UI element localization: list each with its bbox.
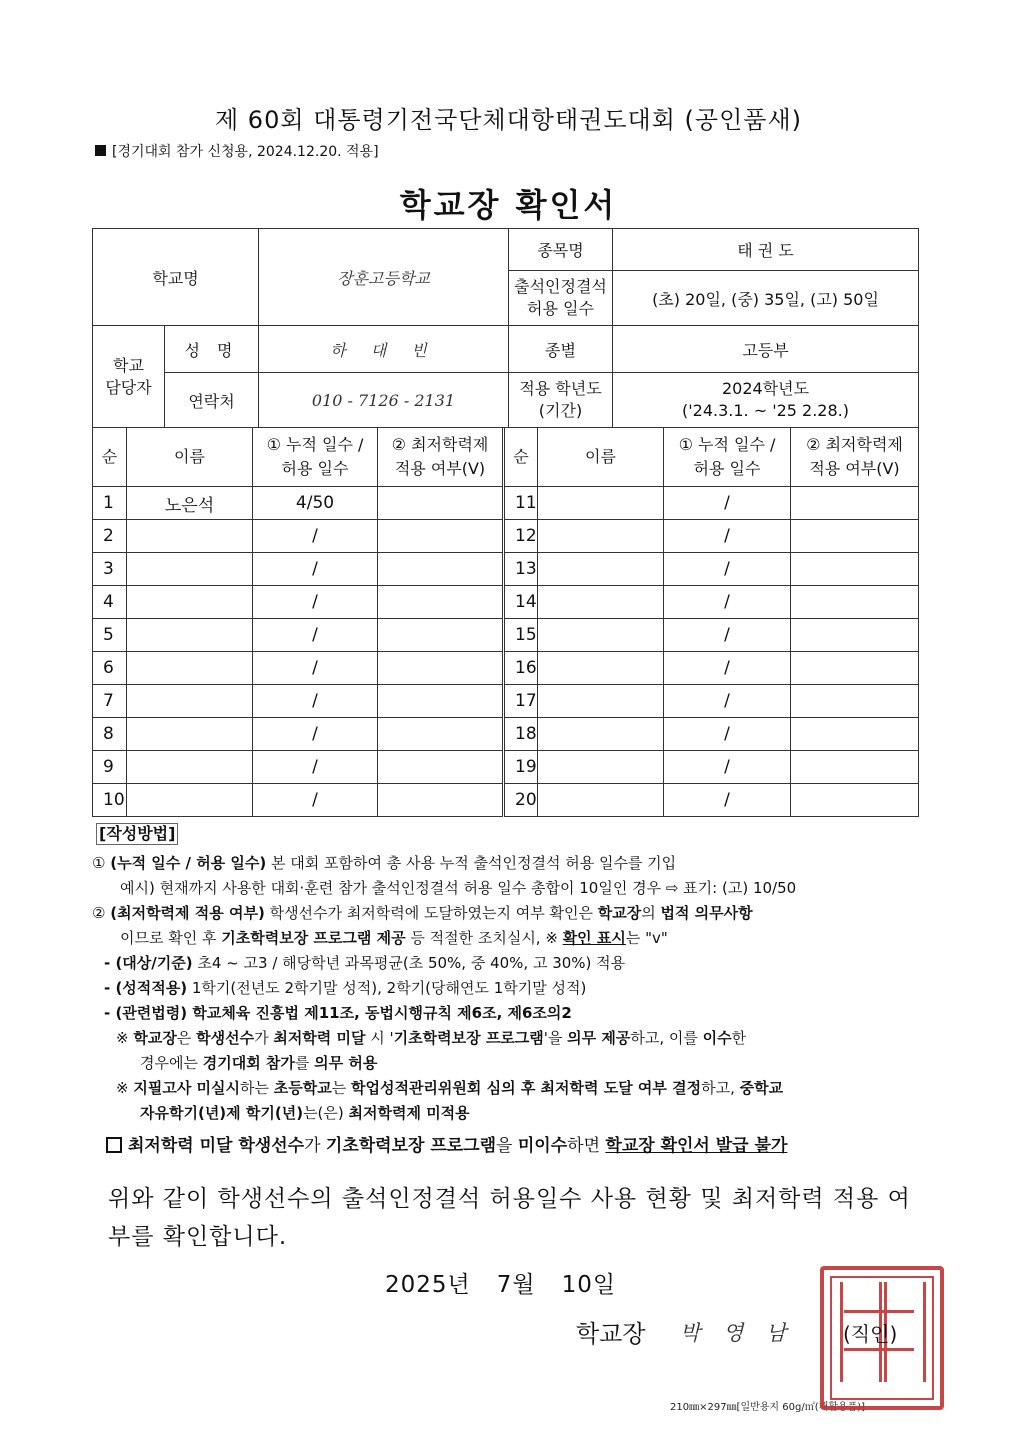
detail-grades (92, 976, 922, 1001)
min-achievement-check (378, 586, 504, 619)
instruction-2-bold-b: 학교장 (597, 904, 642, 922)
min-achievement-check (791, 520, 919, 553)
row-number: 13 (504, 553, 538, 586)
absence-days: / (253, 553, 378, 586)
date-year: 2025년 (385, 1272, 471, 1298)
min-achievement-check (791, 553, 919, 586)
final-b1: 최저학력 미달 학생선수 (128, 1136, 305, 1156)
row-number: 9 (93, 751, 127, 784)
instruction-1-example: 예시) 현재까지 사용한 대회·훈련 참가 출석인정결석 허용 일수 총합이 10일인 경우 ⇨ 표기: (고) 10/50 (120, 879, 797, 897)
note-1-l2-b: 경기대회 참가 (202, 1054, 295, 1072)
student-name (538, 751, 664, 784)
instruction-1-title: (누적 일수 / 허용 일수) (110, 854, 267, 872)
school-value: 장훈고등학교 (259, 229, 509, 326)
absence-days: / (664, 586, 791, 619)
min-achievement-check (791, 784, 919, 817)
checkbox-bullet-icon (106, 1137, 122, 1153)
year-label-line1: 적용 학년도 (519, 379, 602, 398)
col-min-header-right (791, 428, 919, 487)
final-t1: 가 (304, 1136, 326, 1156)
year-value-line1: 2024학년도 (721, 379, 810, 398)
col-min-header (378, 428, 504, 487)
col-days-line1-right: ① 누적 일수 / (678, 435, 776, 454)
note-2-b2: 초등학교 (273, 1079, 332, 1097)
student-name (127, 718, 253, 751)
row-number: 15 (504, 619, 538, 652)
col-no-header: 순 (93, 428, 127, 487)
col-no-header-right: 순 (504, 428, 538, 487)
instruction-2-text-c: 의 (641, 904, 661, 922)
min-achievement-check (791, 619, 919, 652)
student-name (127, 553, 253, 586)
table-row (93, 685, 919, 718)
competition-title: 제 60회 대통령기전국단체대항태권도대회 (공인품새) (214, 106, 802, 134)
col-days-line2: 허용 일수 (281, 459, 349, 478)
confirmation-date (385, 1266, 642, 1299)
note-1-line2 (92, 1051, 922, 1076)
staff-label-line1: 학교 (113, 355, 144, 375)
absence-label-line2: 허용 일수 (527, 299, 594, 318)
min-achievement-check (791, 751, 919, 784)
note-1-b6: 이수 (702, 1029, 732, 1047)
student-name (538, 784, 664, 817)
absence-days: / (664, 619, 791, 652)
note-2-b3: 학업성적관리위원회 심의 후 최저학력 도달 여부 결정 (350, 1079, 702, 1097)
contact-label: 연락처 (165, 373, 259, 428)
student-name (538, 586, 664, 619)
row-number: 5 (93, 619, 127, 652)
confirmation-statement: 위와 같이 학생선수의 출석인정결석 허용일수 사용 현황 및 최저학력 적용 여부를 확인합니다. (108, 1186, 911, 1250)
absence-value: (초) 20일, (중) 35일, (고) 50일 (613, 271, 919, 326)
student-name (538, 520, 664, 553)
row-number: 16 (504, 652, 538, 685)
absence-days: / (253, 586, 378, 619)
note-2-t2: 는 (331, 1079, 351, 1097)
detail-target-label: - (대상/기준) (104, 954, 193, 972)
absence-days: / (253, 784, 378, 817)
circled-2-marker: ② (92, 904, 106, 922)
note-2-t1: 하는 (240, 1079, 274, 1097)
min-achievement-check (378, 718, 504, 751)
instruction-1-text: 본 대회 포함하여 총 사용 누적 출석인정결석 허용 일수를 기입 (266, 854, 677, 872)
instruction-2-line2-a: 이므로 확인 후 (120, 929, 222, 947)
row-number: 20 (504, 784, 538, 817)
division-label: 종별 (509, 326, 613, 373)
detail-target (92, 951, 922, 976)
instruction-2-line2-underline: 확인 표시 (562, 929, 626, 947)
note-1-t3: 시 ' (365, 1029, 394, 1047)
table-row (93, 520, 919, 553)
row-number: 2 (93, 520, 127, 553)
paper-spec: 210㎜×297㎜[일반용지 60g/㎡(재활용품)] (670, 1402, 866, 1413)
student-name (538, 619, 664, 652)
absence-days: / (253, 520, 378, 553)
form-subtitle (95, 141, 379, 161)
division-value: 고등부 (613, 326, 919, 373)
final-warning (92, 1134, 922, 1159)
event-label: 종목명 (509, 229, 613, 271)
table-row (93, 784, 919, 817)
instruction-2-line2-b: 등 적절한 조치실시, ※ (405, 929, 563, 947)
col-name-header-right: 이름 (538, 428, 664, 487)
absence-days: 4/50 (253, 487, 378, 520)
min-achievement-check (791, 586, 919, 619)
instruction-2 (92, 901, 922, 926)
col-days-line1: ① 누적 일수 / (266, 435, 364, 454)
col-days-line2-right: 허용 일수 (693, 459, 761, 478)
detail-law: - (관련법령) 학교체육 진흥법 제11조, 동법시행규칙 제6조, 제6조의2 (104, 1004, 572, 1022)
student-name (538, 553, 664, 586)
col-min-line1: ② 최저학력제 (391, 435, 489, 454)
student-name (538, 652, 664, 685)
row-number: 18 (504, 718, 538, 751)
note-2 (92, 1076, 922, 1101)
note-1-t4: '을 (543, 1029, 568, 1047)
note-2-line2 (92, 1101, 922, 1126)
table-row (93, 751, 919, 784)
table-row (93, 487, 919, 520)
min-achievement-check (791, 652, 919, 685)
note-1-l2-t: 경우에는 (140, 1054, 203, 1072)
col-days-header-right (664, 428, 791, 487)
instruction-2-title: (최저학력제 적용 여부) (110, 904, 265, 922)
absence-days: / (664, 685, 791, 718)
name-label: 성 명 (165, 326, 259, 373)
note-2-mark: ※ (116, 1079, 134, 1097)
absence-days: / (664, 652, 791, 685)
subtitle-text: [경기대회 참가 신청용, 2024.12.20. 적용] (112, 144, 379, 160)
row-number: 12 (504, 520, 538, 553)
principal-signature: 박 영 남 (680, 1321, 795, 1345)
square-bullet-icon (95, 145, 106, 156)
instruction-2-line2 (92, 926, 922, 951)
absence-days: / (664, 718, 791, 751)
min-achievement-check (791, 487, 919, 520)
absence-days: / (253, 751, 378, 784)
note-2-l2-b: 자유학기(년)제 학기(년) (140, 1104, 304, 1122)
note-2-l2-b2: 최저학력제 미적용 (348, 1104, 470, 1122)
min-achievement-check (378, 652, 504, 685)
student-name (538, 718, 664, 751)
note-1-b5: 의무 제공 (567, 1029, 631, 1047)
min-achievement-check (378, 553, 504, 586)
student-name (127, 685, 253, 718)
col-days-header (253, 428, 378, 487)
year-value (613, 373, 919, 428)
instructions-section (92, 822, 922, 1159)
contact-value: 010 - 7126 - 2131 (259, 373, 509, 428)
staff-name-value: 하 대 빈 (259, 326, 509, 373)
note-1-b3: 최저학력 미달 (273, 1029, 366, 1047)
student-name: 노은석 (127, 487, 253, 520)
absence-label-line1: 출석인정결석 (514, 277, 607, 296)
note-1-b1: 학교장 (133, 1029, 177, 1047)
school-label: 학교명 (93, 229, 259, 326)
min-achievement-check (378, 685, 504, 718)
date-month: 7월 (496, 1272, 536, 1298)
note-1-l2-t2: 를 (294, 1054, 315, 1072)
row-number: 10 (93, 784, 127, 817)
min-achievement-check (378, 520, 504, 553)
instruction-1 (92, 851, 922, 876)
instruction-2-line2-c: 는 "v" (625, 929, 668, 947)
table-row (93, 553, 919, 586)
note-1-l2-b2: 의무 허용 (314, 1054, 378, 1072)
document-title: 학교장 확인서 (399, 186, 618, 224)
table-row (93, 586, 919, 619)
staff-label-line2: 담당자 (105, 377, 152, 397)
row-number: 4 (93, 586, 127, 619)
absence-days: / (664, 553, 791, 586)
note-1-t1: 은 (176, 1029, 197, 1047)
row-number: 8 (93, 718, 127, 751)
note-2-t3: 하고, (701, 1079, 740, 1097)
event-value: 태 권 도 (613, 229, 919, 271)
final-b3: 미이수 (517, 1136, 568, 1156)
table-row (93, 652, 919, 685)
min-achievement-check (378, 784, 504, 817)
circled-1-marker: ① (92, 854, 106, 872)
student-roster-table (92, 427, 919, 817)
principal-label: 학교장 (576, 1320, 646, 1348)
note-1-b4: 기초학력보장 프로그램 (393, 1029, 544, 1047)
note-1-t2: 가 (254, 1029, 274, 1047)
row-number: 3 (93, 553, 127, 586)
absence-label (509, 271, 613, 326)
col-min-line2-right: 적용 여부(V) (809, 459, 900, 478)
note-1-b2: 학생선수 (196, 1029, 255, 1047)
school-info-table (92, 228, 919, 428)
row-number: 19 (504, 751, 538, 784)
row-number: 11 (504, 487, 538, 520)
instructions-heading: [작성방법] (96, 823, 178, 845)
final-t2: 을 (496, 1136, 518, 1156)
seal-label: (직인) (843, 1322, 898, 1346)
table-row (93, 718, 919, 751)
year-label (509, 373, 613, 428)
min-achievement-check (791, 718, 919, 751)
absence-days: / (664, 520, 791, 553)
row-number: 7 (93, 685, 127, 718)
table-row (93, 619, 919, 652)
absence-days: / (253, 619, 378, 652)
student-name (127, 520, 253, 553)
instruction-2-bold-d: 법적 의무사항 (660, 904, 753, 922)
student-name (127, 784, 253, 817)
year-label-line2: (기간) (538, 401, 583, 420)
year-value-line2: ('24.3.1. ~ '25 2.28.) (682, 401, 849, 420)
detail-target-text: 초4 ~ 고3 / 해당학년 과목평균(초 50%, 중 40%, 고 30%) 적용 (192, 954, 626, 972)
final-t3: 하면 (567, 1136, 606, 1156)
row-number: 1 (93, 487, 127, 520)
student-name (538, 685, 664, 718)
row-number: 14 (504, 586, 538, 619)
min-achievement-check (791, 685, 919, 718)
student-name (538, 487, 664, 520)
absence-days: / (664, 784, 791, 817)
student-name (127, 619, 253, 652)
student-name (127, 652, 253, 685)
row-number: 6 (93, 652, 127, 685)
note-1 (92, 1026, 922, 1051)
min-achievement-check (378, 487, 504, 520)
note-2-b1: 지필고사 미실시 (133, 1079, 240, 1097)
final-underline: 학교장 확인서 발급 불가 (605, 1136, 788, 1156)
absence-days: / (664, 487, 791, 520)
note-2-l2-t: 는(은) (303, 1104, 349, 1122)
min-achievement-check (378, 619, 504, 652)
student-name (127, 751, 253, 784)
note-1-mark: ※ (116, 1029, 134, 1047)
final-b2: 기초학력보장 프로그램 (325, 1136, 497, 1156)
detail-grades-text: 1학기(전년도 2학기말 성적), 2학기(당해연도 1학기말 성적) (187, 979, 587, 997)
absence-days: / (253, 685, 378, 718)
instruction-2-text-a: 학생선수가 최저학력에 도달하였는지 여부 확인은 (264, 904, 598, 922)
absence-days: / (664, 751, 791, 784)
note-1-t5: 하고, 이를 (630, 1029, 703, 1047)
date-day: 10일 (561, 1272, 617, 1298)
min-achievement-check (378, 751, 504, 784)
row-number: 17 (504, 685, 538, 718)
col-min-line1-right: ② 최저학력제 (806, 435, 903, 454)
detail-grades-label: - (성적적용) (104, 979, 188, 997)
note-2-b4: 중학교 (739, 1079, 784, 1097)
student-name (127, 586, 253, 619)
col-name-header: 이름 (127, 428, 253, 487)
col-min-line2: 적용 여부(V) (394, 459, 486, 478)
absence-days: / (253, 652, 378, 685)
absence-days: / (253, 718, 378, 751)
staff-label (93, 326, 165, 428)
note-1-t6: 한 (731, 1029, 747, 1047)
instruction-2-line2-bold: 기초학력보장 프로그램 제공 (221, 929, 406, 947)
